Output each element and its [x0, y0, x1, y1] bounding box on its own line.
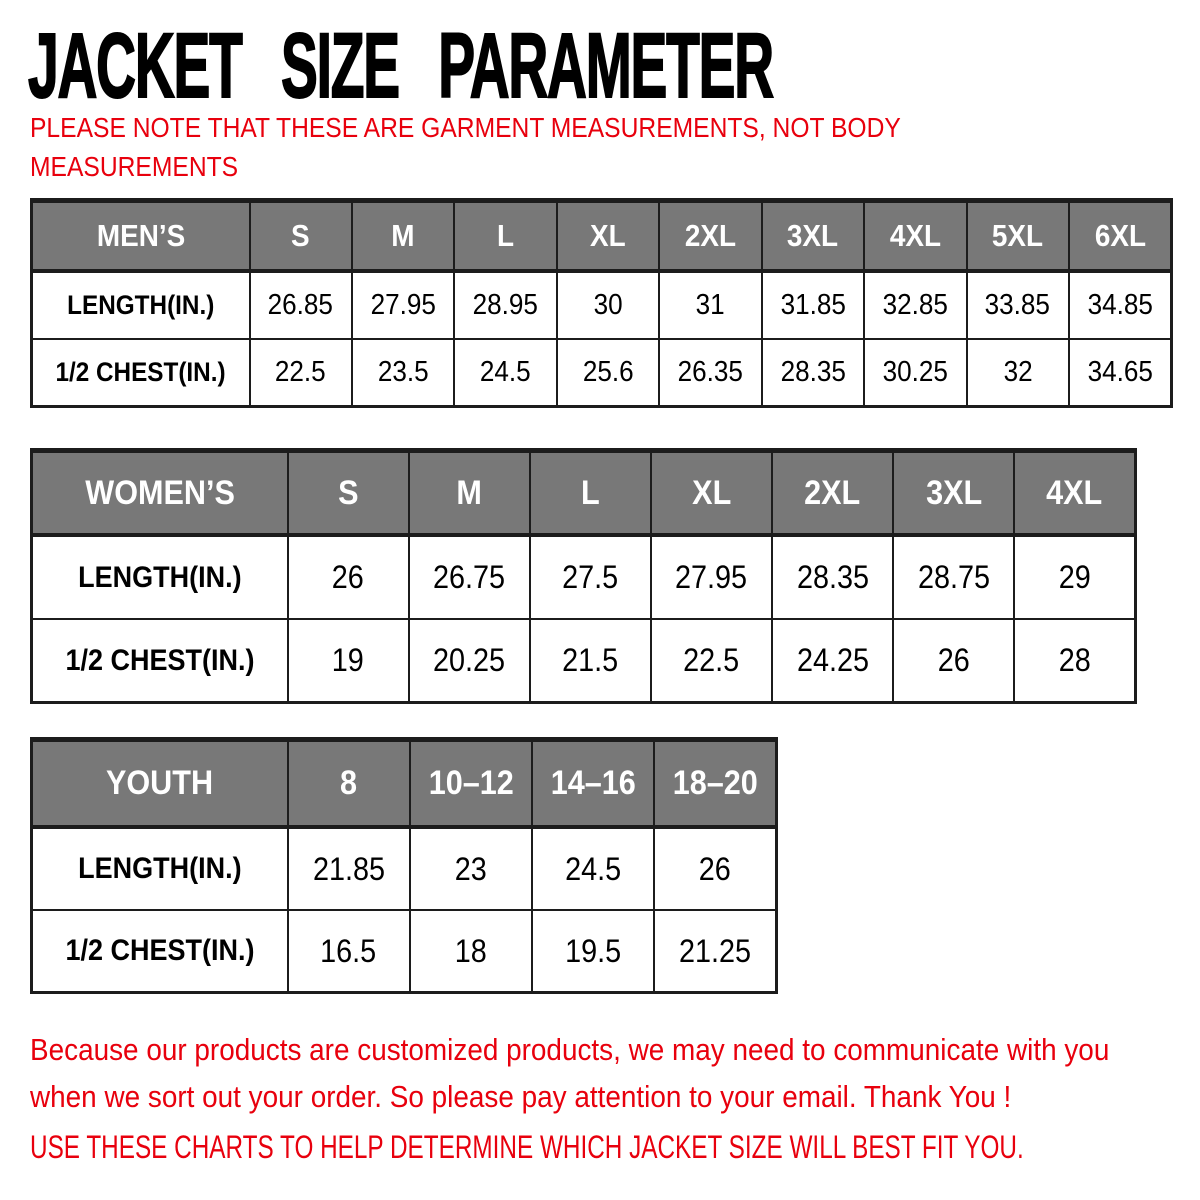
cell-text: LENGTH(IN.): [67, 290, 215, 320]
header-cell-text: 4XL: [889, 218, 941, 253]
value-cell: [893, 619, 1014, 703]
cell-text: 1/2 CHEST(IN.): [65, 643, 255, 677]
cell-text: 32.85: [882, 289, 948, 321]
value-cell: [659, 271, 761, 339]
header-cell-text: 14–16: [550, 764, 636, 802]
header-size-cell: [654, 740, 776, 828]
value-cell: [1069, 271, 1172, 339]
header-size-cell: [454, 201, 556, 272]
header-cell-text: 4XL: [1046, 473, 1103, 512]
header-row: [32, 201, 1172, 272]
cell-text: 23.5: [377, 356, 429, 388]
value-cell: [557, 339, 659, 407]
table-row: [32, 535, 1136, 619]
value-cell: [250, 339, 352, 407]
header-cell-text: 5XL: [992, 218, 1044, 253]
cell-text: 23: [454, 850, 487, 887]
cell-text: 27.5: [562, 559, 619, 595]
header-row: [32, 740, 777, 828]
value-cell: [651, 535, 772, 619]
table-row: [32, 619, 1136, 703]
cell-text: 27.95: [370, 289, 436, 321]
header-cell-text: WOMEN’S: [84, 473, 235, 512]
row-label-cell: [32, 619, 288, 703]
value-cell: [288, 827, 410, 910]
value-cell: [762, 339, 864, 407]
customization-notice-line-1: Because our products are customized products, we may need to communicate with you: [30, 1032, 1110, 1067]
table-row: [32, 339, 1172, 407]
cell-text: 25.6: [582, 356, 634, 388]
cell-text: 29: [1058, 559, 1091, 595]
cell-text: 21.25: [679, 932, 752, 969]
header-cell-text: 3XL: [925, 473, 982, 512]
header-size-cell: [772, 451, 893, 536]
cell-text: 26: [699, 850, 732, 887]
header-size-cell: [651, 451, 772, 536]
header-category-cell: [32, 451, 288, 536]
header-row: [32, 451, 1136, 536]
header-cell-text: 2XL: [684, 218, 737, 253]
header-cell-text: 8: [340, 764, 358, 802]
value-cell: [530, 535, 651, 619]
cell-text: 19: [332, 642, 365, 678]
cell-text: 33.85: [985, 289, 1051, 321]
value-cell: [654, 827, 776, 910]
value-cell: [352, 339, 454, 407]
mens-size-table: [30, 198, 1173, 408]
header-cell-text: 10–12: [428, 764, 514, 802]
cell-text: 21.5: [562, 642, 619, 678]
header-cell-text: M: [456, 473, 482, 512]
row-label-cell: [32, 271, 250, 339]
cell-text: 26: [937, 642, 970, 678]
table-row: [32, 271, 1172, 339]
row-label-cell: [32, 339, 250, 407]
cell-text: 26: [332, 559, 365, 595]
cell-text: 34.65: [1087, 356, 1153, 388]
value-cell: [864, 271, 966, 339]
value-cell: [530, 619, 651, 703]
cell-text: 1/2 CHEST(IN.): [55, 357, 226, 387]
cell-text: 26.35: [677, 356, 744, 388]
cell-text: 20.25: [433, 642, 506, 678]
value-cell: [659, 339, 761, 407]
header-cell-text: L: [497, 218, 515, 253]
table-row: [32, 827, 777, 910]
page-title: JACKET SIZE PARAMETER: [28, 15, 773, 117]
header-size-cell: [288, 740, 410, 828]
header-size-cell: [893, 451, 1014, 536]
value-cell: [288, 535, 409, 619]
value-cell: [1069, 339, 1172, 407]
value-cell: [250, 271, 352, 339]
value-cell: [409, 619, 530, 703]
cell-text: 28.35: [796, 559, 869, 595]
cell-text: 24.5: [565, 850, 622, 887]
cell-text: 34.85: [1087, 289, 1153, 321]
womens-size-table: [30, 448, 1137, 704]
value-cell: [288, 619, 409, 703]
header-size-cell: [864, 201, 966, 272]
cell-text: 26.85: [268, 289, 334, 321]
header-cell-text: XL: [691, 473, 732, 512]
value-cell: [532, 827, 654, 910]
header-cell-text: M: [391, 218, 415, 253]
cell-text: 28.35: [780, 356, 846, 388]
header-cell-text: 2XL: [804, 473, 861, 512]
value-cell: [651, 619, 772, 703]
header-size-cell: [409, 451, 530, 536]
cell-text: 22.5: [275, 356, 327, 388]
note-line-2: MEASUREMENTS: [30, 151, 239, 182]
cell-text: 21.85: [312, 850, 385, 887]
header-cell-text: L: [580, 473, 600, 512]
value-cell: [410, 910, 532, 993]
header-size-cell: [762, 201, 864, 272]
value-cell: [352, 271, 454, 339]
header-size-cell: [659, 201, 761, 272]
value-cell: [1014, 619, 1135, 703]
cell-text: 26.75: [433, 559, 506, 595]
value-cell: [967, 339, 1069, 407]
cell-text: 28.95: [472, 289, 539, 321]
header-size-cell: [410, 740, 532, 828]
header-cell-text: XL: [590, 218, 626, 253]
value-cell: [762, 271, 864, 339]
value-cell: [864, 339, 966, 407]
cell-text: 30.25: [882, 356, 948, 388]
cell-text: 28.75: [917, 559, 990, 595]
value-cell: [532, 910, 654, 993]
cell-text: 24.25: [796, 642, 869, 678]
value-cell: [654, 910, 776, 993]
row-label-cell: [32, 910, 288, 993]
value-cell: [967, 271, 1069, 339]
header-size-cell: [532, 740, 654, 828]
header-category-cell: [32, 201, 250, 272]
cell-text: 24.5: [480, 356, 531, 388]
value-cell: [454, 271, 556, 339]
value-cell: [1014, 535, 1135, 619]
header-cell-text: MEN’S: [96, 218, 185, 253]
value-cell: [288, 910, 410, 993]
cell-text: LENGTH(IN.): [78, 560, 242, 594]
cell-text: 30: [593, 289, 623, 321]
row-label-cell: [32, 827, 288, 910]
garment-measurement-note: [30, 108, 901, 186]
value-cell: [409, 535, 530, 619]
header-size-cell: [250, 201, 352, 272]
cell-text: 27.95: [675, 559, 748, 595]
header-category-cell: [32, 740, 288, 828]
usage-instruction: USE THESE CHARTS TO HELP DETERMINE WHICH JACKET SIZE WILL BEST FIT YOU.: [30, 1129, 1024, 1165]
header-cell-text: S: [337, 473, 359, 512]
cell-text: 32: [1003, 356, 1033, 388]
note-line-1: PLEASE NOTE THAT THESE ARE GARMENT MEASUREMENTS, NOT BODY: [30, 112, 901, 143]
youth-size-table: [30, 737, 778, 994]
header-cell-text: 18–20: [672, 764, 758, 802]
cell-text: 18: [454, 932, 487, 969]
cell-text: 31.85: [780, 289, 846, 321]
cell-text: LENGTH(IN.): [78, 852, 242, 885]
header-cell-text: YOUTH: [106, 764, 214, 802]
header-size-cell: [530, 451, 651, 536]
header-size-cell: [967, 201, 1069, 272]
customization-notice-line-2: when we sort out your order. So please pay attention to your email. Thank You !: [30, 1079, 1012, 1114]
cell-text: 28: [1058, 642, 1091, 678]
cell-text: 31: [695, 289, 725, 321]
header-size-cell: [1069, 201, 1172, 272]
value-cell: [893, 535, 1014, 619]
header-cell-text: 3XL: [787, 218, 839, 253]
header-cell-text: S: [291, 218, 311, 253]
cell-text: 1/2 CHEST(IN.): [65, 934, 255, 967]
header-size-cell: [1014, 451, 1135, 536]
table-row: [32, 910, 777, 993]
header-size-cell: [557, 201, 659, 272]
customization-notice: [30, 1026, 1109, 1120]
row-label-cell: [32, 535, 288, 619]
value-cell: [772, 535, 893, 619]
header-size-cell: [352, 201, 454, 272]
value-cell: [772, 619, 893, 703]
header-cell-text: 6XL: [1094, 218, 1146, 253]
value-cell: [454, 339, 556, 407]
header-size-cell: [288, 451, 409, 536]
value-cell: [410, 827, 532, 910]
cell-text: 16.5: [320, 932, 377, 969]
cell-text: 19.5: [565, 932, 622, 969]
value-cell: [557, 271, 659, 339]
cell-text: 22.5: [683, 642, 740, 678]
